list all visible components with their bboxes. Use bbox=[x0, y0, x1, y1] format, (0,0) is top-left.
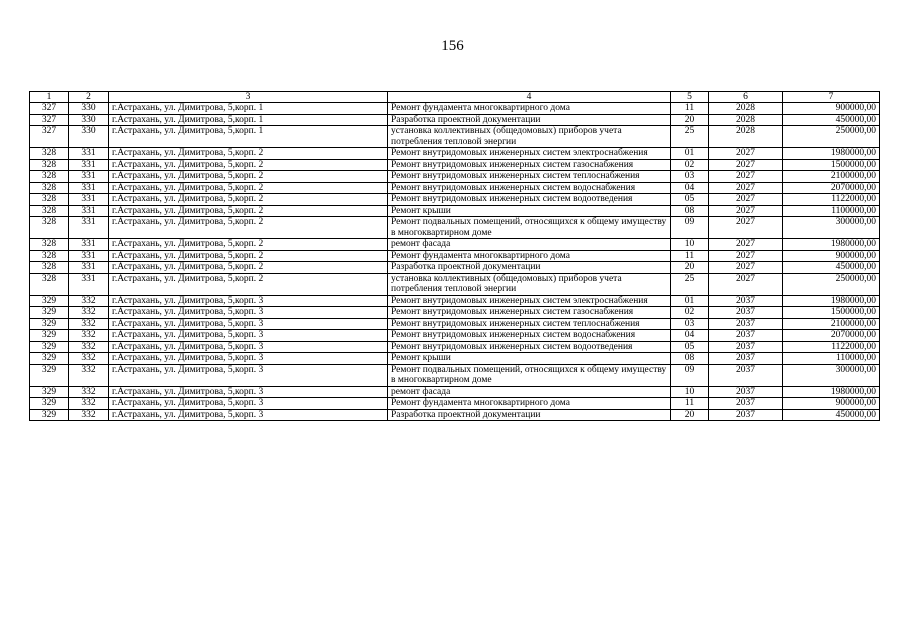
page-number: 156 bbox=[441, 38, 464, 54]
cost-cell: 1100000,00 bbox=[783, 205, 880, 217]
work-type-cell: Ремонт внутридомовых инженерных систем газоснабжения bbox=[388, 159, 671, 171]
work-code-cell: 09 bbox=[671, 217, 709, 239]
row-number-cell: 328 bbox=[30, 239, 69, 251]
work-code-cell: 05 bbox=[671, 341, 709, 353]
object-number-cell: 331 bbox=[69, 148, 109, 160]
cost-cell: 250000,00 bbox=[783, 273, 880, 295]
address-cell: г.Астрахань, ул. Димитрова, 5,корп. 2 bbox=[109, 217, 388, 239]
cost-cell: 900000,00 bbox=[783, 398, 880, 410]
work-type-cell: Разработка проектной документации bbox=[388, 114, 671, 126]
work-code-cell: 08 bbox=[671, 205, 709, 217]
table-row bbox=[30, 205, 880, 217]
work-code-cell: 02 bbox=[671, 159, 709, 171]
work-code-cell: 11 bbox=[671, 250, 709, 262]
table-row bbox=[30, 273, 880, 295]
work-code-cell: 03 bbox=[671, 171, 709, 183]
cost-cell: 2070000,00 bbox=[783, 182, 880, 194]
address-cell: г.Астрахань, ул. Димитрова, 5,корп. 3 bbox=[109, 386, 388, 398]
row-number-cell: 329 bbox=[30, 307, 69, 319]
address-cell: г.Астрахань, ул. Димитрова, 5,корп. 2 bbox=[109, 159, 388, 171]
cost-cell: 1122000,00 bbox=[783, 341, 880, 353]
table-row bbox=[30, 182, 880, 194]
year-cell: 2027 bbox=[709, 250, 783, 262]
year-cell: 2037 bbox=[709, 307, 783, 319]
cost-cell: 300000,00 bbox=[783, 217, 880, 239]
work-code-cell: 04 bbox=[671, 182, 709, 194]
year-cell: 2028 bbox=[709, 103, 783, 115]
object-number-cell: 331 bbox=[69, 250, 109, 262]
work-type-cell: Ремонт внутридомовых инженерных систем водоснабжения bbox=[388, 182, 671, 194]
work-code-cell: 03 bbox=[671, 318, 709, 330]
object-number-cell: 331 bbox=[69, 273, 109, 295]
object-number-cell: 332 bbox=[69, 318, 109, 330]
row-number-cell: 328 bbox=[30, 182, 69, 194]
table-row bbox=[30, 217, 880, 239]
cost-cell: 1122000,00 bbox=[783, 194, 880, 206]
row-number-cell: 327 bbox=[30, 103, 69, 115]
row-number-cell: 329 bbox=[30, 341, 69, 353]
row-number-cell: 329 bbox=[30, 409, 69, 421]
table-row bbox=[30, 148, 880, 160]
cost-cell: 110000,00 bbox=[783, 353, 880, 365]
cost-cell: 1980000,00 bbox=[783, 295, 880, 307]
cost-cell: 2070000,00 bbox=[783, 330, 880, 342]
address-cell: г.Астрахань, ул. Димитрова, 5,корп. 3 bbox=[109, 341, 388, 353]
row-number-cell: 329 bbox=[30, 364, 69, 386]
cost-cell: 2100000,00 bbox=[783, 171, 880, 183]
row-number-cell: 328 bbox=[30, 273, 69, 295]
work-type-cell: Разработка проектной документации bbox=[388, 409, 671, 421]
address-cell: г.Астрахань, ул. Димитрова, 5,корп. 1 bbox=[109, 126, 388, 148]
cost-cell: 450000,00 bbox=[783, 262, 880, 274]
work-type-cell: Ремонт внутридомовых инженерных систем газоснабжения bbox=[388, 307, 671, 319]
work-type-cell: Ремонт внутридомовых инженерных систем водоотведения bbox=[388, 194, 671, 206]
work-type-cell: Ремонт внутридомовых инженерных систем электроснабжения bbox=[388, 295, 671, 307]
row-number-cell: 329 bbox=[30, 295, 69, 307]
object-number-cell: 332 bbox=[69, 295, 109, 307]
header-cell-7: 7 bbox=[783, 92, 880, 103]
cost-cell: 300000,00 bbox=[783, 364, 880, 386]
address-cell: г.Астрахань, ул. Димитрова, 5,корп. 2 bbox=[109, 205, 388, 217]
row-number-cell: 329 bbox=[30, 386, 69, 398]
object-number-cell: 331 bbox=[69, 239, 109, 251]
work-code-cell: 20 bbox=[671, 262, 709, 274]
work-code-cell: 10 bbox=[671, 239, 709, 251]
object-number-cell: 332 bbox=[69, 307, 109, 319]
work-type-cell: Ремонт крыши bbox=[388, 205, 671, 217]
work-type-cell: Ремонт подвальных помещений, относящихся к общему имуществу в многоквартирном доме bbox=[388, 217, 671, 239]
row-number-cell: 328 bbox=[30, 194, 69, 206]
year-cell: 2037 bbox=[709, 295, 783, 307]
works-table bbox=[29, 91, 880, 421]
table-row bbox=[30, 307, 880, 319]
year-cell: 2027 bbox=[709, 239, 783, 251]
work-code-cell: 04 bbox=[671, 330, 709, 342]
work-code-cell: 09 bbox=[671, 364, 709, 386]
object-number-cell: 332 bbox=[69, 398, 109, 410]
object-number-cell: 330 bbox=[69, 103, 109, 115]
table-row bbox=[30, 114, 880, 126]
cost-cell: 450000,00 bbox=[783, 114, 880, 126]
year-cell: 2027 bbox=[709, 171, 783, 183]
row-number-cell: 329 bbox=[30, 398, 69, 410]
year-cell: 2037 bbox=[709, 318, 783, 330]
object-number-cell: 332 bbox=[69, 330, 109, 342]
address-cell: г.Астрахань, ул. Димитрова, 5,корп. 3 bbox=[109, 330, 388, 342]
table-row bbox=[30, 398, 880, 410]
address-cell: г.Астрахань, ул. Димитрова, 5,корп. 3 bbox=[109, 398, 388, 410]
year-cell: 2028 bbox=[709, 114, 783, 126]
address-cell: г.Астрахань, ул. Димитрова, 5,корп. 2 bbox=[109, 194, 388, 206]
row-number-cell: 328 bbox=[30, 217, 69, 239]
address-cell: г.Астрахань, ул. Димитрова, 5,корп. 3 bbox=[109, 295, 388, 307]
table-row bbox=[30, 330, 880, 342]
work-code-cell: 02 bbox=[671, 307, 709, 319]
cost-cell: 900000,00 bbox=[783, 250, 880, 262]
year-cell: 2027 bbox=[709, 262, 783, 274]
year-cell: 2037 bbox=[709, 386, 783, 398]
object-number-cell: 332 bbox=[69, 364, 109, 386]
row-number-cell: 328 bbox=[30, 148, 69, 160]
year-cell: 2037 bbox=[709, 409, 783, 421]
work-code-cell: 10 bbox=[671, 386, 709, 398]
row-number-cell: 328 bbox=[30, 262, 69, 274]
row-number-cell: 327 bbox=[30, 126, 69, 148]
year-cell: 2027 bbox=[709, 182, 783, 194]
address-cell: г.Астрахань, ул. Димитрова, 5,корп. 3 bbox=[109, 318, 388, 330]
header-cell-6: 6 bbox=[709, 92, 783, 103]
work-type-cell: Ремонт фундамента многоквартирного дома bbox=[388, 398, 671, 410]
header-cell-1: 1 bbox=[30, 92, 69, 103]
object-number-cell: 332 bbox=[69, 386, 109, 398]
work-type-cell: Ремонт крыши bbox=[388, 353, 671, 365]
object-number-cell: 330 bbox=[69, 126, 109, 148]
address-cell: г.Астрахань, ул. Димитрова, 5,корп. 2 bbox=[109, 250, 388, 262]
work-code-cell: 20 bbox=[671, 409, 709, 421]
cost-cell: 1500000,00 bbox=[783, 159, 880, 171]
table-row bbox=[30, 159, 880, 171]
cost-cell: 2100000,00 bbox=[783, 318, 880, 330]
object-number-cell: 331 bbox=[69, 205, 109, 217]
table-row bbox=[30, 239, 880, 251]
header-cell-4: 4 bbox=[388, 92, 671, 103]
work-code-cell: 08 bbox=[671, 353, 709, 365]
table-row bbox=[30, 341, 880, 353]
year-cell: 2037 bbox=[709, 398, 783, 410]
work-type-cell: Ремонт фундамента многоквартирного дома bbox=[388, 250, 671, 262]
object-number-cell: 331 bbox=[69, 171, 109, 183]
work-type-cell: Ремонт внутридомовых инженерных систем теплоснабжения bbox=[388, 318, 671, 330]
row-number-cell: 328 bbox=[30, 159, 69, 171]
table-row bbox=[30, 386, 880, 398]
work-code-cell: 25 bbox=[671, 273, 709, 295]
table-row bbox=[30, 103, 880, 115]
table-header bbox=[30, 92, 880, 103]
row-number-cell: 329 bbox=[30, 353, 69, 365]
year-cell: 2027 bbox=[709, 148, 783, 160]
object-number-cell: 332 bbox=[69, 353, 109, 365]
year-cell: 2027 bbox=[709, 273, 783, 295]
address-cell: г.Астрахань, ул. Димитрова, 5,корп. 1 bbox=[109, 114, 388, 126]
cost-cell: 250000,00 bbox=[783, 126, 880, 148]
table-row bbox=[30, 409, 880, 421]
header-cell-5: 5 bbox=[671, 92, 709, 103]
cost-cell: 900000,00 bbox=[783, 103, 880, 115]
work-type-cell: Ремонт внутридомовых инженерных систем водоснабжения bbox=[388, 330, 671, 342]
work-code-cell: 11 bbox=[671, 103, 709, 115]
address-cell: г.Астрахань, ул. Димитрова, 5,корп. 2 bbox=[109, 182, 388, 194]
work-type-cell: Ремонт внутридомовых инженерных систем электроснабжения bbox=[388, 148, 671, 160]
work-code-cell: 20 bbox=[671, 114, 709, 126]
object-number-cell: 331 bbox=[69, 262, 109, 274]
row-number-cell: 329 bbox=[30, 330, 69, 342]
object-number-cell: 330 bbox=[69, 114, 109, 126]
work-type-cell: Ремонт внутридомовых инженерных систем теплоснабжения bbox=[388, 171, 671, 183]
work-code-cell: 05 bbox=[671, 194, 709, 206]
work-type-cell: Ремонт внутридомовых инженерных систем водоотведения bbox=[388, 341, 671, 353]
year-cell: 2037 bbox=[709, 353, 783, 365]
address-cell: г.Астрахань, ул. Димитрова, 5,корп. 2 bbox=[109, 239, 388, 251]
year-cell: 2027 bbox=[709, 205, 783, 217]
cost-cell: 1500000,00 bbox=[783, 307, 880, 319]
row-number-cell: 328 bbox=[30, 250, 69, 262]
year-cell: 2037 bbox=[709, 341, 783, 353]
address-cell: г.Астрахань, ул. Димитрова, 5,корп. 1 bbox=[109, 103, 388, 115]
work-type-cell: ремонт фасада bbox=[388, 239, 671, 251]
object-number-cell: 331 bbox=[69, 182, 109, 194]
object-number-cell: 331 bbox=[69, 194, 109, 206]
table-row bbox=[30, 126, 880, 148]
year-cell: 2037 bbox=[709, 330, 783, 342]
year-cell: 2027 bbox=[709, 194, 783, 206]
work-type-cell: Ремонт подвальных помещений, относящихся к общему имуществу в многоквартирном доме bbox=[388, 364, 671, 386]
header-row bbox=[30, 92, 880, 103]
address-cell: г.Астрахань, ул. Димитрова, 5,корп. 2 bbox=[109, 171, 388, 183]
year-cell: 2027 bbox=[709, 217, 783, 239]
cost-cell: 1980000,00 bbox=[783, 239, 880, 251]
address-cell: г.Астрахань, ул. Димитрова, 5,корп. 3 bbox=[109, 353, 388, 365]
table-row bbox=[30, 318, 880, 330]
year-cell: 2037 bbox=[709, 364, 783, 386]
table-row bbox=[30, 194, 880, 206]
work-code-cell: 25 bbox=[671, 126, 709, 148]
table-row bbox=[30, 353, 880, 365]
address-cell: г.Астрахань, ул. Димитрова, 5,корп. 3 bbox=[109, 364, 388, 386]
table-row bbox=[30, 250, 880, 262]
cost-cell: 1980000,00 bbox=[783, 148, 880, 160]
address-cell: г.Астрахань, ул. Димитрова, 5,корп. 3 bbox=[109, 409, 388, 421]
work-code-cell: 01 bbox=[671, 148, 709, 160]
table-row bbox=[30, 295, 880, 307]
year-cell: 2028 bbox=[709, 126, 783, 148]
row-number-cell: 328 bbox=[30, 205, 69, 217]
address-cell: г.Астрахань, ул. Димитрова, 5,корп. 3 bbox=[109, 307, 388, 319]
object-number-cell: 332 bbox=[69, 409, 109, 421]
address-cell: г.Астрахань, ул. Димитрова, 5,корп. 2 bbox=[109, 262, 388, 274]
object-number-cell: 332 bbox=[69, 341, 109, 353]
work-type-cell: Ремонт фундамента многоквартирного дома bbox=[388, 103, 671, 115]
row-number-cell: 327 bbox=[30, 114, 69, 126]
address-cell: г.Астрахань, ул. Димитрова, 5,корп. 2 bbox=[109, 273, 388, 295]
row-number-cell: 329 bbox=[30, 318, 69, 330]
header-cell-2: 2 bbox=[69, 92, 109, 103]
object-number-cell: 331 bbox=[69, 217, 109, 239]
cost-cell: 450000,00 bbox=[783, 409, 880, 421]
table-row bbox=[30, 171, 880, 183]
table-row bbox=[30, 262, 880, 274]
address-cell: г.Астрахань, ул. Димитрова, 5,корп. 2 bbox=[109, 148, 388, 160]
header-cell-3: 3 bbox=[109, 92, 388, 103]
work-code-cell: 01 bbox=[671, 295, 709, 307]
work-type-cell: Разработка проектной документации bbox=[388, 262, 671, 274]
object-number-cell: 331 bbox=[69, 159, 109, 171]
work-type-cell: установка коллективных (общедомовых) приборов учета потребления тепловой энергии bbox=[388, 273, 671, 295]
year-cell: 2027 bbox=[709, 159, 783, 171]
work-type-cell: установка коллективных (общедомовых) приборов учета потребления тепловой энергии bbox=[388, 126, 671, 148]
cost-cell: 1980000,00 bbox=[783, 386, 880, 398]
table-row bbox=[30, 364, 880, 386]
row-number-cell: 328 bbox=[30, 171, 69, 183]
work-type-cell: ремонт фасада bbox=[388, 386, 671, 398]
work-code-cell: 11 bbox=[671, 398, 709, 410]
table-body bbox=[30, 103, 880, 421]
